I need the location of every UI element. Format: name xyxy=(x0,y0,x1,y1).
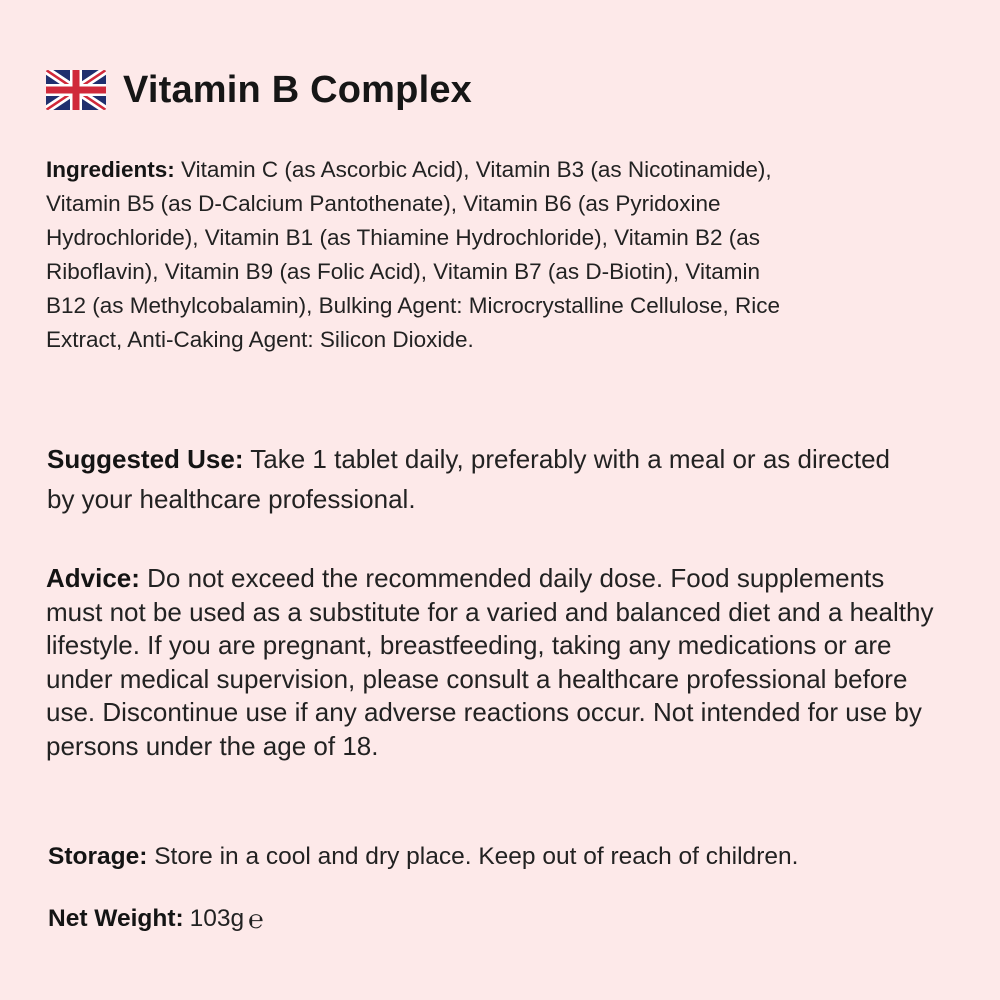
advice-label: Advice: xyxy=(46,563,140,593)
ingredients-section xyxy=(46,153,806,357)
storage-label: Storage: xyxy=(48,843,148,870)
ingredients-label: Ingredients: xyxy=(46,157,175,182)
advice-text: Do not exceed the recommended daily dose. Food supplements must not be used as a substitute for a varied and balanced diet and a healthy lifestyle. If you are pregnant, breastfeeding, taking any medications or are under medical supervision, please consult a healthcare professional before use. Discontinue use if any adverse reactions occur. Not intended for use by persons under the age of 18. xyxy=(46,563,934,761)
advice-section xyxy=(46,562,946,763)
net-weight-label: Net Weight: xyxy=(48,905,184,932)
storage-text: Store in a cool and dry place. Keep out of reach of children. xyxy=(154,843,799,870)
suggested-use-text: Take 1 tablet daily, preferably with a meal or as directed by your healthcare professional. xyxy=(47,444,890,514)
header xyxy=(46,66,472,114)
ingredients-text: Vitamin C (as Ascorbic Acid), Vitamin B3 (as Nicotinamide), Vitamin B5 (as D-Calcium Pantothenate), Vitamin B6 (as Pyridoxine Hydrochloride), Vitamin B1 (as Thiamine Hydrochloride), Vitamin B2 (as Riboflavin), Vitamin B9 (as Folic Acid), Vitamin B7 (as D-Biotin), Vitamin B12 (as Methylcobalamin), Bulking Agent: Microcrystalline Cellulose, Rice Extract, Anti-Caking Agent: Silicon Dioxide. xyxy=(46,157,781,352)
suggested-use-section xyxy=(47,439,907,519)
net-weight-value: 103g xyxy=(189,905,245,932)
storage-section xyxy=(48,840,968,874)
estimated-sign-icon: ℮ xyxy=(248,904,264,934)
suggested-use-label: Suggested Use: xyxy=(47,444,244,474)
net-weight-section xyxy=(48,902,264,936)
uk-flag-icon xyxy=(46,70,106,110)
page-title: Vitamin B Complex xyxy=(123,69,472,111)
